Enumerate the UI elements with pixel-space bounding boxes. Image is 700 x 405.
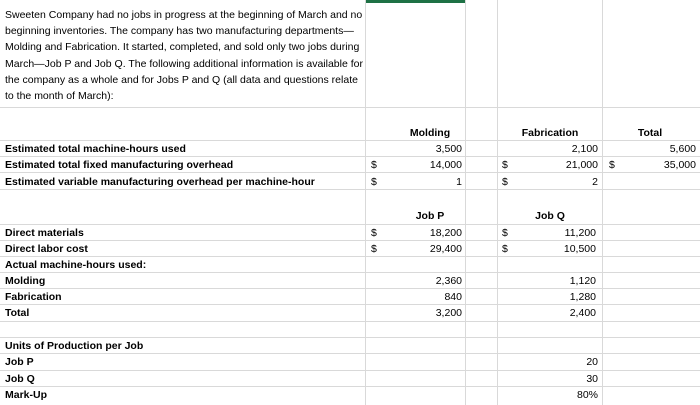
cell-job-q-units[interactable]: 30 [586, 373, 598, 385]
gridline [0, 321, 700, 322]
cell-job-p-molding-hours[interactable]: 2,360 [435, 275, 462, 287]
cell-job-p-units[interactable]: 20 [586, 356, 598, 368]
row-label-direct-materials[interactable]: Direct materials [5, 227, 84, 239]
cell-molding-variable-rate[interactable]: 1 [456, 176, 462, 188]
currency-symbol: $ [502, 176, 508, 188]
header-total[interactable]: Total [637, 127, 663, 139]
row-label-actual-machine-hours[interactable]: Actual machine-hours used: [5, 259, 147, 271]
cell-job-p-total-hours[interactable]: 3,200 [435, 307, 462, 319]
cell-fabrication-fixed-overhead[interactable]: 21,000 [565, 159, 598, 171]
cell-molding-fixed-overhead[interactable]: 14,000 [429, 159, 462, 171]
cell-total-fixed-overhead[interactable]: 35,000 [663, 159, 696, 171]
row-label-direct-labor[interactable]: Direct labor cost [5, 243, 88, 255]
cell-job-q-direct-labor[interactable]: 10,500 [563, 243, 596, 255]
cell-fabrication-variable-rate[interactable]: 2 [592, 176, 598, 188]
cell-job-q-direct-materials[interactable]: 11,200 [564, 227, 596, 239]
cell-fabrication-machine-hours[interactable]: 2,100 [571, 143, 598, 155]
cell-markup[interactable]: 80% [576, 389, 598, 401]
cell-job-p-direct-materials[interactable]: 18,200 [429, 227, 462, 239]
cell-job-q-molding-hours[interactable]: 1,120 [569, 275, 596, 287]
row-label-job-q[interactable]: Job Q [5, 373, 35, 385]
row-label-molding[interactable]: Molding [5, 275, 46, 287]
header-fabrication[interactable]: Fabrication [521, 127, 579, 139]
gridline [365, 0, 366, 405]
cell-job-q-fabrication-hours[interactable]: 1,280 [569, 291, 596, 303]
currency-symbol: $ [502, 243, 508, 255]
cell-total-machine-hours[interactable]: 5,600 [669, 143, 696, 155]
row-label-fabrication[interactable]: Fabrication [5, 291, 62, 303]
cell-job-p-fabrication-hours[interactable]: 840 [444, 291, 462, 303]
currency-symbol: $ [371, 159, 377, 171]
problem-description[interactable]: Sweeten Company had no jobs in progress at the beginning of March and no beginning inventories. The company has two manufacturing departments—Molding and Fabrication. It started, completed, and sold only two jobs during March—Job P and Job Q. The following additional information is available for the company as a whole and for Jobs P and Q (all data and questions relate to the month of March): [5, 9, 363, 103]
row-label-markup[interactable]: Mark-Up [5, 389, 48, 401]
gridline [497, 0, 498, 405]
gridline [465, 0, 466, 405]
row-label-total[interactable]: Total [5, 307, 30, 319]
gridline [0, 107, 700, 108]
row-label-fixed-overhead[interactable]: Estimated total fixed manufacturing overhead [5, 159, 234, 171]
currency-symbol: $ [502, 227, 508, 239]
row-label-machine-hours[interactable]: Estimated total machine-hours used [5, 143, 186, 155]
currency-symbol: $ [371, 227, 377, 239]
gridline [602, 0, 603, 405]
header-molding[interactable]: Molding [409, 127, 451, 139]
header-job-p[interactable]: Job P [415, 210, 445, 222]
cell-molding-machine-hours[interactable]: 3,500 [435, 143, 462, 155]
row-label-variable-overhead[interactable]: Estimated variable manufacturing overhead per machine-hour [5, 176, 315, 188]
currency-symbol: $ [371, 243, 377, 255]
header-job-q[interactable]: Job Q [535, 210, 565, 222]
row-label-units-of-production[interactable]: Units of Production per Job [5, 340, 144, 352]
currency-symbol: $ [371, 176, 377, 188]
active-column-indicator [365, 0, 465, 3]
cell-job-q-total-hours[interactable]: 2,400 [569, 307, 596, 319]
cell-job-p-direct-labor[interactable]: 29,400 [429, 243, 462, 255]
currency-symbol: $ [502, 159, 508, 171]
currency-symbol: $ [609, 159, 615, 171]
row-label-job-p[interactable]: Job P [5, 356, 34, 368]
